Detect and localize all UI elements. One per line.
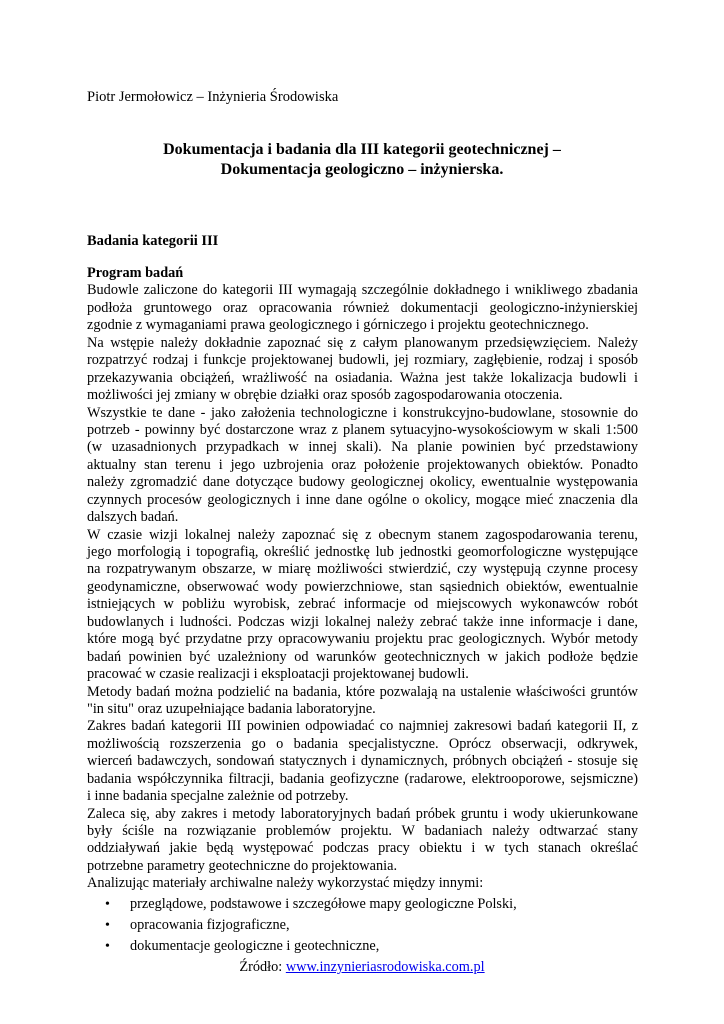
text-line: Analizując materiały archiwalne należy wykorzystać między innymi: (87, 875, 484, 892)
text-line: możliwością rozszerzenia go o badania specjalistyczne. Oprócz obserwacji, odkrywek, (87, 735, 638, 752)
bullet-list (87, 894, 638, 957)
text-line: jego morfologią i topografią, określić jednostkę lub jednostki geomorfologiczne występujące (87, 544, 638, 560)
text-line: potrzeb - powinny być dostarczone wraz z planem sytuacyjno-wysokościowym w skali 1:500 (87, 421, 638, 438)
document-title (87, 140, 637, 180)
text-line: Zaleca się, aby zakres i metody laboratoryjnych badań próbek gruntu i wody ukierunkowane (87, 805, 638, 822)
text-line: badań powinien być uzależniony od warunków geotechnicznych w jakich podłoże będzie (87, 648, 638, 665)
bullet-item (87, 915, 638, 936)
text-line: które mogą być przydatne przy opracowywaniu projektu prac geologicznych. Wybór metody (87, 631, 638, 648)
section-heading: Badania kategorii III (87, 233, 219, 249)
text-line: wierceń badawczych, sondowań statycznych i dynamicznych, próbnych obciążeń - stosuje się (87, 753, 638, 770)
bullet-dot-icon: • (105, 938, 110, 954)
text-line: były ściśle na rozwiązanie problemów projektu. W badaniach należy odtwarzać stany (87, 823, 638, 839)
text-line: przekazywania obciążeń, wrażliwość na osiadania. Ważna jest także lokalizacja budowli i (87, 369, 638, 386)
text-line: dalszych badań. (87, 509, 179, 526)
bullet-text: opracowania fizjograficzne, (130, 916, 290, 933)
text-line: zgodnie z wymaganiami prawa geologicznego i górniczego i projektu geotechnicznego. (87, 317, 589, 334)
text-line: badania współczynnika filtracji, badania geofizyczne (radarowe, elektrooporowe, sejsmiczne) (87, 770, 638, 787)
text-line: czynnych procesów geologicznych i inne dane ogólne o okolicy, mogące mieć znaczenia dla (87, 491, 638, 508)
text-line: Budowle zaliczone do kategorii III wymagają szczególnie dokładnego i wnikliwego zbadania (87, 282, 638, 299)
text-line: Wszystkie te dane - jako założenia technologiczne i konstrukcyjno-budowlane, stosownie do (87, 404, 638, 421)
text-line: na rozpatrywanym obszarze, w miarę możliwości stwierdzić, czy występują czynne procesy (87, 561, 638, 578)
text-line: rozpatrzyć rodzaj i funkcje projektowanej budowli, jej rozmiary, zagłębienie, rodzaj i sposób (87, 352, 638, 369)
text-line: W czasie wizji lokalnej należy zapoznać się z obecnym stanem zagospodarowania terenu, (87, 526, 638, 543)
title-line-2: Dokumentacja geologiczno – inżynierska. (220, 161, 504, 178)
footer-source (0, 958, 724, 976)
text-line: budowlanych i ludności. Podczas wizji lokalnej należy zebrać także inne informacje i dane, (87, 613, 638, 630)
text-line: istniejących w pobliżu wyrobisk, zebrać informacje od miejscowych wykonawców robót (87, 596, 638, 613)
subheading-program: Program badań (87, 265, 184, 281)
text-line: "in situ" oraz uzupełniające badania laboratoryjne. (87, 700, 376, 717)
text-line: aktualny stan terenu i jego uzbrojenia oraz położenie projektowanych obiektów. Ponadto (87, 456, 638, 473)
text-line: Metody badań można podzielić na badania, które pozwalają na ustalenie właściwości gruntów (87, 683, 638, 700)
text-line: pracować w czasie realizacji i eksploatacji projektowanej budowli. (87, 666, 469, 683)
text-line: należy zgromadzić dane dotyczące budowy geologicznej okolicy, ewentualnie występowania (87, 474, 638, 491)
bullet-text: dokumentacje geologiczne i geotechniczne, (130, 937, 380, 954)
text-line: oddziaływań jakie będą występować podczas pracy obiektu i w tych stanach określać (87, 840, 638, 857)
body-text (87, 265, 638, 957)
text-line: i inne badania specjalne zależnie od potrzeby. (87, 788, 349, 805)
title-line-1: Dokumentacja i badania dla III kategorii geotechnicznej – (163, 141, 561, 158)
bullet-dot-icon: • (105, 917, 110, 933)
source-link[interactable]: www.inzynieriasrodowiska.com.pl (285, 959, 485, 975)
footer-label: Źródło: (239, 959, 283, 975)
text-line: (w uzasadnionych przypadkach w innej skali). Na planie powinien być przedstawiony (87, 439, 638, 456)
text-line: możliwości jej zmiany w obrębie działki oraz sposób zagospodarowania otoczenia. (87, 387, 563, 404)
text-line: podłoża gruntowego oraz opracowania również dokumentacji geologiczno-inżynierskiej (87, 299, 638, 316)
text-line: Zakres badań kategorii III powinien odpowiadać co najmniej zakresowi badań kategorii II, z (87, 718, 638, 735)
bullet-item (87, 936, 638, 957)
text-line: geodynamiczne, obserwować wody powierzchniowe, stan sąsiednich obiektów, ewentualnie (87, 578, 638, 595)
bullet-dot-icon: • (105, 896, 110, 912)
text-line: Na wstępie należy dokładnie zapoznać się z całym planowanym przedsięwzięciem. Należy (87, 334, 638, 351)
paragraph-lines (87, 282, 638, 892)
author-header: Piotr Jermołowicz – Inżynieria Środowiska (87, 89, 339, 105)
bullet-text: przeglądowe, podstawowe i szczegółowe mapy geologiczne Polski, (130, 895, 517, 912)
text-line: potrzebne parametry geotechniczne do projektowania. (87, 857, 398, 874)
bullet-item (87, 894, 638, 915)
